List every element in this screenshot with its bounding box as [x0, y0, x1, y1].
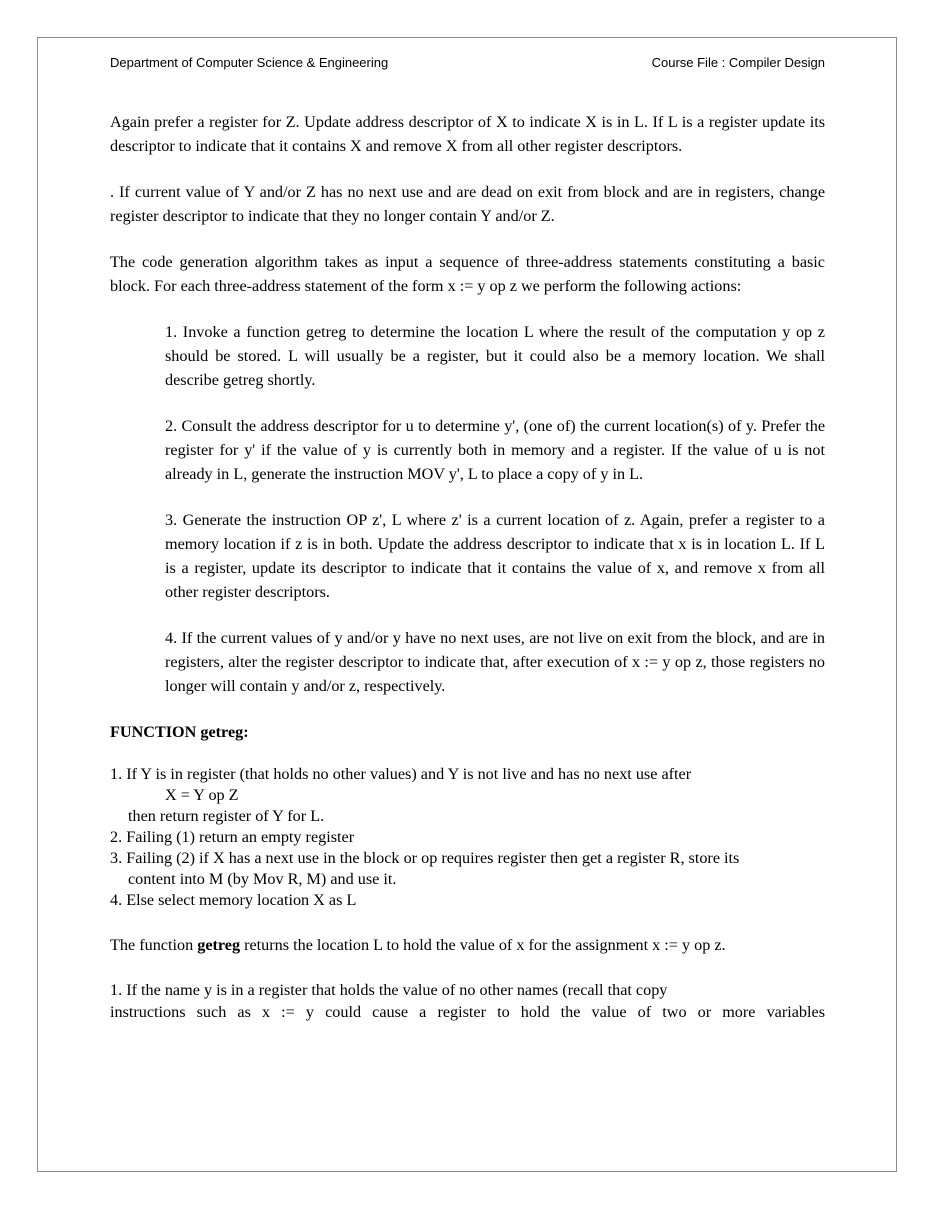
getreg-sentence-before: The function	[110, 936, 198, 954]
header-course: Course File : Compiler Design	[651, 55, 825, 70]
final-paragraph	[110, 979, 825, 1023]
function-getreg-heading: FUNCTION getreg:	[110, 723, 249, 741]
final-line-1: 1. If the name y is in a register that holds the value of no other names (recall that copy	[110, 981, 668, 999]
step-2: 2. Consult the address descriptor for u to determine y', (one of) the current location(s) of y. Prefer the register for y' if the value of y is currently both in memory and a register. If the value of u is not already in L, generate the instruction MOV y', L to place a copy of y in L.	[165, 417, 825, 483]
getreg-item-2: 2. Failing (1) return an empty register	[110, 828, 355, 846]
getreg-item-4: 4. Else select memory location X as L	[110, 891, 357, 909]
paragraph-algorithm-intro: The code generation algorithm takes as input a sequence of three-address statements constituting a basic block. For each three-address statement of the form x := y op z we perform the following actions:	[110, 253, 825, 295]
getreg-list	[110, 764, 825, 911]
paragraph-dead-values: . If current value of Y and/or Z has no next use and are dead on exit from block and are in registers, change register descriptor to indicate that they no longer contain Y and/or Z.	[110, 183, 825, 225]
algorithm-steps	[165, 320, 825, 698]
getreg-item-3-cont: content into M (by Mov R, M) and use it.	[128, 870, 397, 888]
document-body	[110, 110, 825, 1023]
getreg-item-1-then: then return register of Y for L.	[128, 807, 325, 825]
page-header	[110, 55, 825, 75]
getreg-item-1: 1. If Y is in register (that holds no other values) and Y is not live and has no next use after	[110, 765, 692, 783]
paragraph-getreg-returns	[110, 933, 825, 957]
step-3: 3. Generate the instruction OP z', L where z' is a current location of z. Again, prefer a register to a memory location if z is in both. Update the address descriptor to indicate that x is in location L. If L is a register, update its descriptor to indicate that it contains the value of x, and remove x from all other register descriptors.	[165, 511, 825, 601]
getreg-item-1-expr: X = Y op Z	[165, 786, 239, 804]
step-1: 1. Invoke a function getreg to determine the location L where the result of the computation y op z should be stored. L will usually be a register, but it could also be a memory location. We shall describe getreg shortly.	[165, 323, 825, 389]
getreg-sentence-after: returns the location L to hold the value of x for the assignment x := y op z.	[240, 936, 726, 954]
paragraph-register-z: Again prefer a register for Z. Update address descriptor of X to indicate X is in L. If L is a register update its descriptor to indicate that it contains X and remove X from all other register descriptors.	[110, 113, 825, 155]
getreg-sentence-bold: getreg	[197, 936, 241, 954]
getreg-item-3: 3. Failing (2) if X has a next use in the block or op requires register then get a register R, store its	[110, 849, 740, 867]
final-line-2: instructions such as x := y could cause a register to hold the value of two or more variables	[110, 1003, 825, 1021]
header-department: Department of Computer Science & Engineering	[110, 55, 389, 70]
step-4: 4. If the current values of y and/or y have no next uses, are not live on exit from the block, and are in registers, alter the register descriptor to indicate that, after execution of x := y op z, those registers no longer will contain y and/or z, respectively.	[165, 629, 825, 695]
